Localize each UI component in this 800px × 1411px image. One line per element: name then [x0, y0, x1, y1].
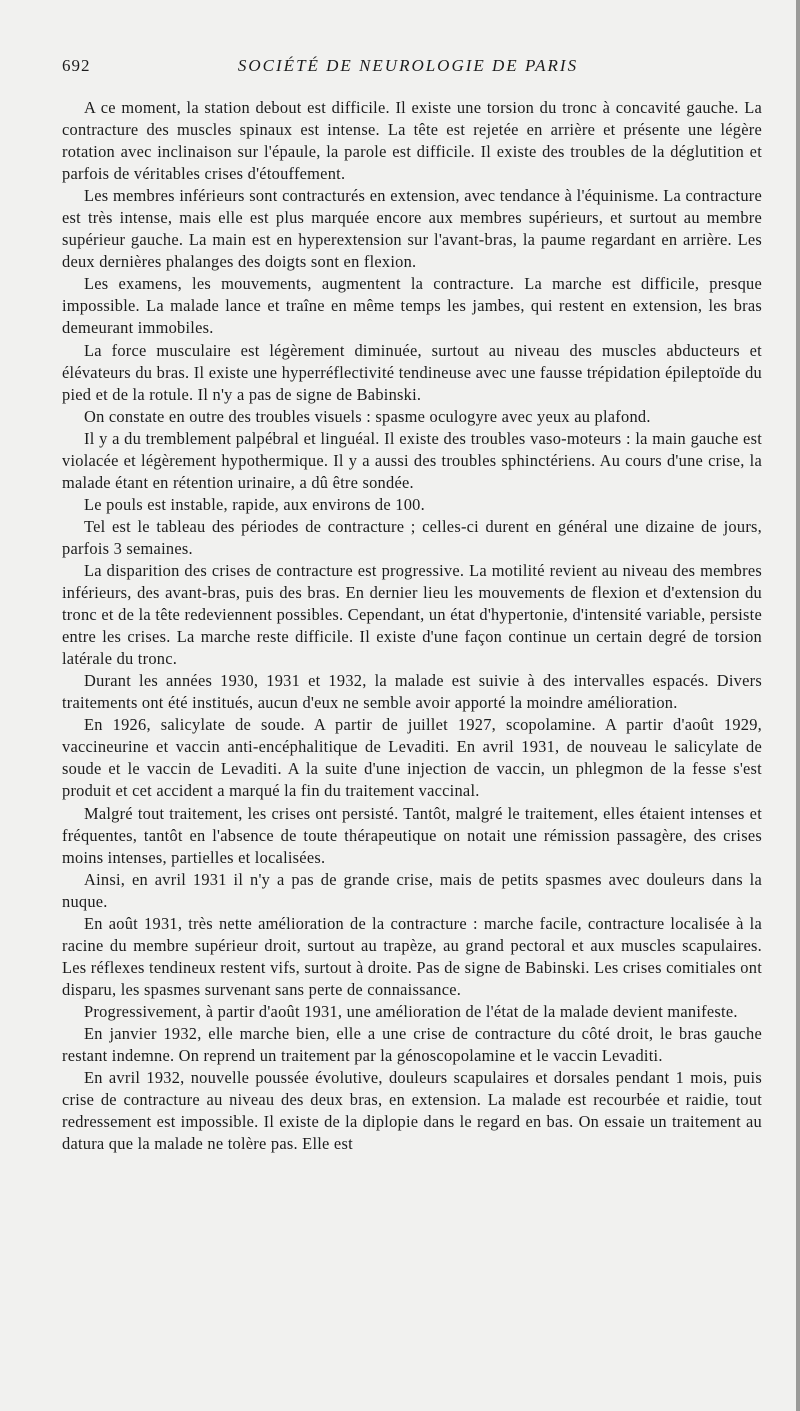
- paragraph: A ce moment, la station debout est difficile. Il existe une torsion du tronc à concavité gauche. La contracture des muscles spinaux est intense. La tête est rejetée en arrière et présente une légère rotation avec inclinaison sur l'épaule, la parole est difficile. Il existe des troubles de la déglutition et parfois de véritables crises d'étouffement.: [62, 98, 762, 184]
- paragraph: Malgré tout traitement, les crises ont persisté. Tantôt, malgré le traitement, elles étaient intenses et fréquentes, tantôt en l'absence de toute thérapeutique on notait une rémission passagère, des crises moins intenses, partielles et localisées.: [62, 803, 762, 867]
- paragraph: Le pouls est instable, rapide, aux environs de 100.: [84, 494, 425, 514]
- paragraph: On constate en outre des troubles visuels : spasme oculogyre avec yeux au plafond.: [84, 406, 651, 426]
- paragraph: Les membres inférieurs sont contracturés en extension, avec tendance à l'équinisme. La contracture est très intense, mais elle est plus marquée encore aux membres supérieurs, et surtout au membre supérieur gauche. La main est en hyperextension sur l'avant-bras, la paume regardant en arrière. Les deux dernières phalanges des doigts sont en flexion.: [62, 186, 762, 272]
- page-header: [62, 56, 754, 82]
- paragraph: La force musculaire est légèrement diminuée, surtout au niveau des muscles abducteurs et élévateurs du bras. Il existe une hyperréflectivité tendineuse avec une fausse trépidation épileptoïde du pied et de la rotule. Il n'y a pas de signe de Babinski.: [62, 340, 762, 404]
- paragraph: Ainsi, en avril 1931 il n'y a pas de grande crise, mais de petits spasmes avec douleurs dans la nuque.: [62, 869, 762, 911]
- paragraph: Tel est le tableau des périodes de contracture ; celles-ci durent en général une dizaine de jours, parfois 3 semaines.: [62, 516, 762, 558]
- paragraph: Durant les années 1930, 1931 et 1932, la malade est suivie à des intervalles espacés. Divers traitements ont été institués, aucun d'eux ne semble avoir apporté la moindre amélioration.: [62, 671, 762, 713]
- paragraph: En 1926, salicylate de soude. A partir de juillet 1927, scopolamine. A partir d'août 1929, vaccineurine et vaccin anti-encéphalitique de Levaditi. En avril 1931, de nouveau le salicylate de soude et le vaccin de Levaditi. A la suite d'une injection de vaccin, un phlegmon de la fesse s'est produit et cet accident a marqué la fin du traitement vaccinal.: [62, 715, 762, 801]
- page-edge: [796, 0, 800, 1411]
- body-text: [62, 97, 762, 1155]
- paragraph: Progressivement, à partir d'août 1931, une amélioration de l'état de la malade devient manifeste.: [84, 1001, 738, 1021]
- paragraph: En avril 1932, nouvelle poussée évolutive, douleurs scapulaires et dorsales pendant 1 mois, puis crise de contracture au niveau des deux bras, en extension. La malade est recourbée et raidie, tout redressement est impossible. Il existe de la diplopie dans le regard en bas. On essaie un traitement au datura que la malade ne tolère pas. Elle est: [62, 1068, 762, 1154]
- paragraph: En août 1931, très nette amélioration de la contracture : marche facile, contracture localisée à la racine du membre supérieur droit, surtout au trapèze, au grand pectoral et aux muscles scapulaires. Les réflexes tendineux restent vifs, surtout à droite. Pas de signe de Babinski. Les crises comitiales ont disparu, les spasmes survenant sans perte de connaissance.: [62, 913, 762, 999]
- paragraph: Les examens, les mouvements, augmentent la contracture. La marche est difficile, presque impossible. La malade lance et traîne en même temps les jambes, qui restent en extension, les bras demeurant immobiles.: [62, 274, 762, 338]
- running-title: SOCIÉTÉ DE NEUROLOGIE DE PARIS: [237, 56, 579, 75]
- paragraph: La disparition des crises de contracture est progressive. La motilité revient au niveau des membres inférieurs, des avant-bras, puis des bras. En dernier lieu les mouvements de flexion et d'extension du tronc et de la tête redeviennent possibles. Cependant, un état d'hypertonie, d'intensité variable, persiste entre les crises. La marche reste difficile. Il existe d'une façon continue un certain degré de torsion latérale du tronc.: [62, 560, 762, 669]
- paragraph: Il y a du tremblement palpébral et linguéal. Il existe des troubles vaso-moteurs : la main gauche est violacée et légèrement hypothermique. Il y a aussi des troubles sphinctériens. Au cours d'une crise, la malade étant en rétention urinaire, a dû être sondée.: [62, 428, 762, 492]
- paragraph: En janvier 1932, elle marche bien, elle a une crise de contracture du côté droit, le bras gauche restant indemne. On reprend un traitement par la génoscopolamine et le vaccin Levaditi.: [62, 1023, 762, 1066]
- page-number: 692: [62, 56, 91, 75]
